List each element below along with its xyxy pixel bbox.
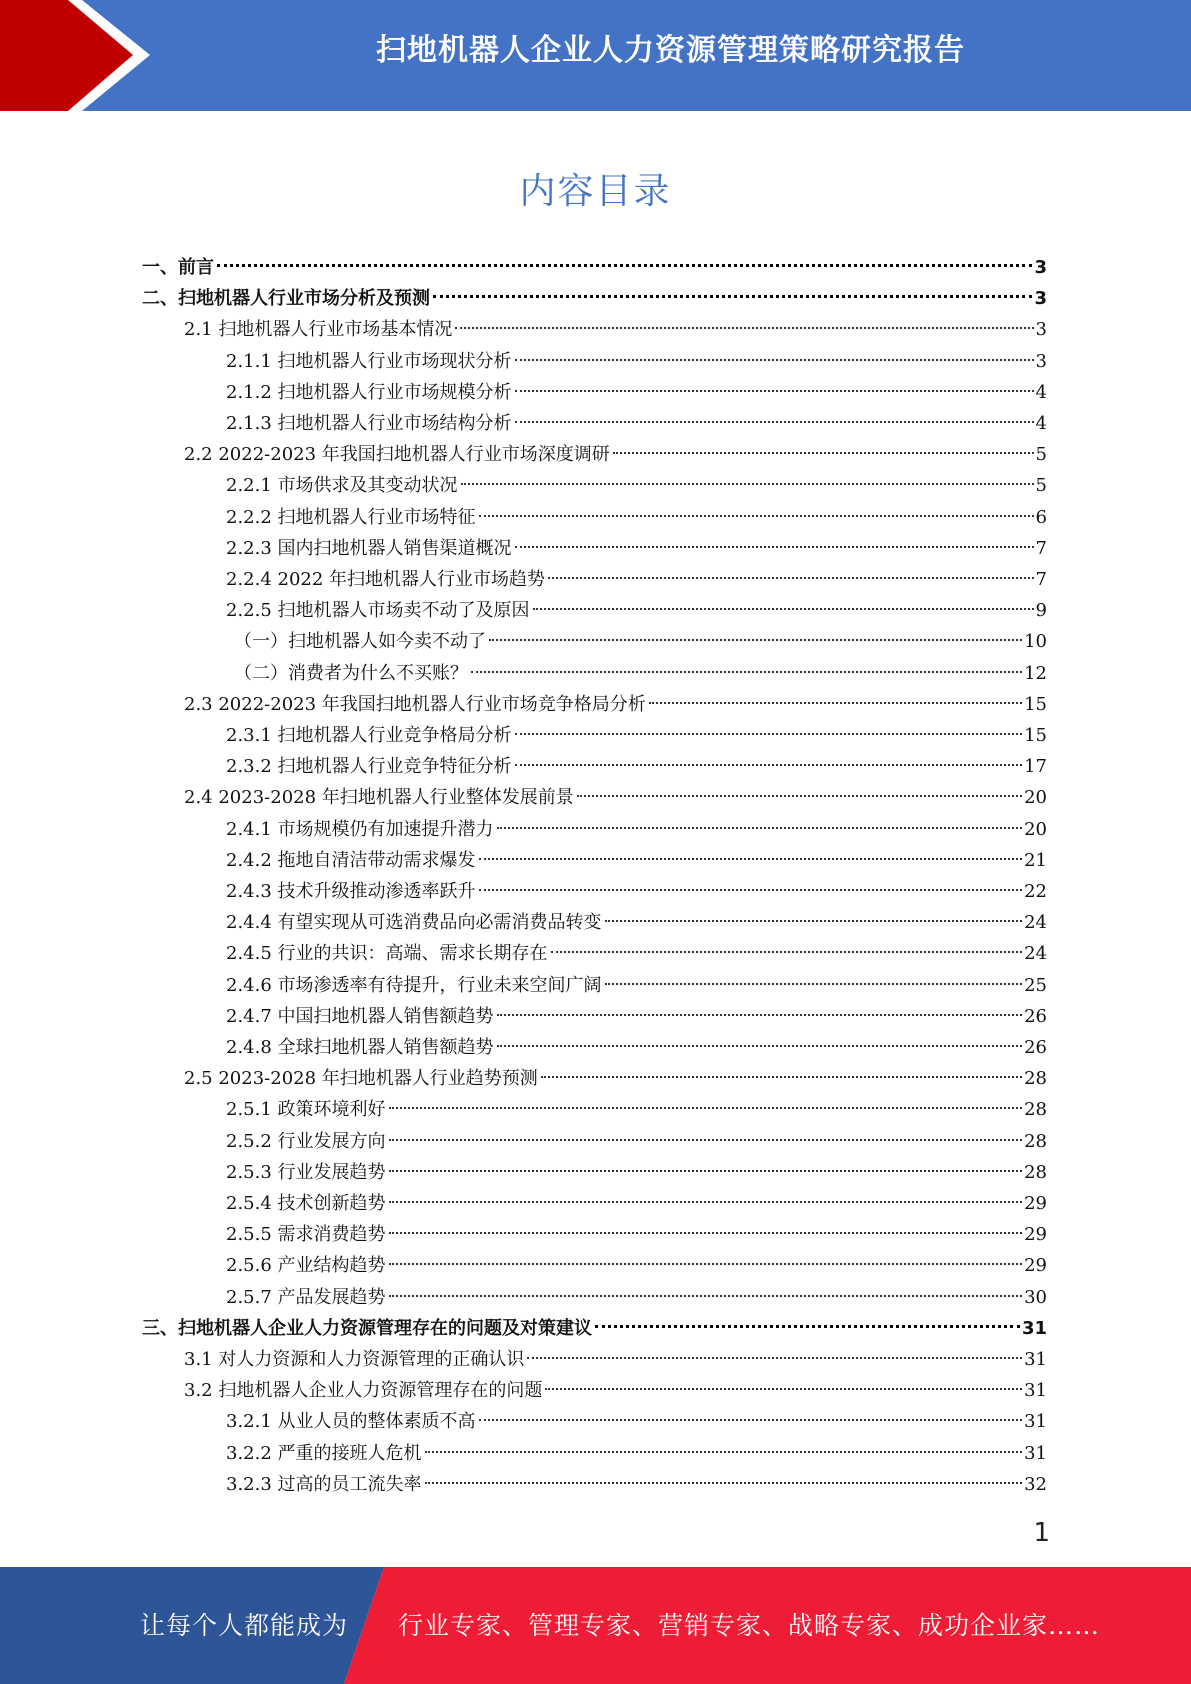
toc-entry-label: 2.5 2023-2028 年扫地机器人行业趋势预测 — [184, 1068, 538, 1090]
toc-entry-page: 9 — [1035, 600, 1047, 622]
toc-entry-label: （一）扫地机器人如今卖不动了 — [234, 631, 486, 653]
toc-dot-leader — [479, 515, 1034, 517]
toc-entry-page: 17 — [1024, 756, 1047, 778]
toc-dot-leader — [389, 1107, 1023, 1109]
header-banner — [0, 0, 1191, 111]
toc-dot-leader — [389, 1295, 1023, 1297]
toc-entry-label: 2.4.2 拖地自清洁带动需求爆发 — [226, 849, 476, 871]
toc-entry[interactable] — [226, 1250, 1047, 1281]
footer-slogan-left: 让每个人都能成为 — [140, 1611, 349, 1640]
toc-dot-leader — [515, 546, 1034, 548]
report-title: 扫地机器人企业人力资源管理策略研究报告 — [376, 33, 965, 68]
toc-entry-page: 26 — [1024, 1037, 1047, 1058]
toc-entry-label: 2.2.2 扫地机器人行业市场特征 — [226, 506, 476, 528]
toc-entry-page: 5 — [1035, 444, 1047, 466]
toc-entry[interactable] — [226, 1219, 1047, 1250]
toc-entry[interactable] — [142, 252, 1047, 283]
toc-dot-leader — [389, 1232, 1023, 1234]
toc-entry[interactable] — [226, 1032, 1047, 1063]
toc-entry-label: 3.2.1 从业人员的整体素质不高 — [226, 1411, 476, 1433]
toc-entry-label: 2.5.3 行业发展趋势 — [226, 1161, 386, 1183]
toc-entry-label: 二、扫地机器人行业市场分析及预测 — [142, 288, 430, 310]
toc-entry-label: 2.1.3 扫地机器人行业市场结构分析 — [226, 413, 512, 434]
toc-entry-label: 2.2.5 扫地机器人市场卖不动了及原因 — [226, 600, 530, 622]
toc-dot-leader — [545, 1388, 1022, 1390]
toc-entry-label: 2.5.7 产品发展趋势 — [226, 1286, 386, 1308]
toc-entry-page: 3 — [1034, 257, 1047, 278]
toc-entry-label: 2.1.2 扫地机器人行业市场规模分析 — [226, 381, 512, 403]
toc-dot-leader — [577, 795, 1022, 797]
toc-entry[interactable] — [226, 1188, 1047, 1219]
toc-entry-label: 2.2.4 2022 年扫地机器人行业市场趋势 — [226, 569, 546, 590]
toc-entry-page: 25 — [1024, 974, 1047, 996]
toc-entry-page: 32 — [1024, 1473, 1047, 1495]
toc-dot-leader — [497, 1045, 1023, 1047]
toc-dot-leader — [613, 452, 1034, 454]
toc-entry-label: 3.2.3 过高的员工流失率 — [226, 1473, 422, 1495]
toc-entry-page: 3 — [1034, 288, 1047, 310]
toc-entry[interactable] — [226, 1438, 1047, 1469]
toc-entry-label: 2.4.4 有望实现从可选消费品向必需消费品转变 — [226, 912, 602, 934]
toc-entry-label: 2.1.1 扫地机器人行业市场现状分析 — [226, 350, 512, 372]
toc-entry-page: 7 — [1035, 569, 1047, 590]
toc-entry-page: 3 — [1035, 319, 1047, 341]
toc-dot-leader — [455, 327, 1033, 329]
toc-entry-page: 5 — [1035, 475, 1047, 497]
toc-entry[interactable] — [226, 1157, 1047, 1188]
toc-entry-label: 3.1 对人力资源和人力资源管理的正确认识 — [184, 1349, 525, 1370]
toc-entry[interactable] — [184, 782, 1047, 813]
toc-entry-label: 2.5.2 行业发展方向 — [226, 1130, 386, 1152]
toc-entry[interactable] — [184, 1375, 1047, 1406]
toc-dot-leader — [389, 1201, 1023, 1203]
toc-entry-page: 28 — [1024, 1099, 1047, 1121]
toc-entry[interactable] — [234, 626, 1047, 657]
toc-dot-leader — [479, 1419, 1023, 1421]
toc-entry-label: 2.3 2022-2023 年我国扫地机器人行业市场竞争格局分析 — [184, 693, 646, 715]
toc-entry-label: 2.1 扫地机器人行业市场基本情况 — [184, 319, 453, 341]
toc-dot-leader — [389, 1139, 1023, 1141]
toc-entry[interactable] — [226, 1094, 1047, 1125]
toc-entry[interactable] — [226, 876, 1047, 907]
toc-entry-page: 22 — [1024, 881, 1047, 902]
toc-dot-leader — [605, 920, 1023, 922]
toc-heading: 内容目录 — [519, 171, 672, 212]
toc-dot-leader — [425, 1482, 1023, 1484]
footer-banner — [0, 1567, 1191, 1684]
toc-entry-page: 31 — [1021, 1317, 1047, 1339]
toc-dot-leader — [515, 359, 1034, 361]
toc-entry-label: 2.2 2022-2023 年我国扫地机器人行业市场深度调研 — [184, 444, 610, 466]
toc-entry[interactable] — [226, 720, 1047, 751]
toc-dot-leader — [389, 1170, 1023, 1172]
footer-slogan-right: 行业专家、管理专家、营销专家、战略专家、成功企业家…… — [398, 1611, 1101, 1640]
toc-entry-label: 2.4.5 行业的共识：高端、需求长期存在 — [226, 943, 548, 965]
toc-entry-label: 2.3.1 扫地机器人行业竞争格局分析 — [226, 725, 512, 746]
toc-entry-page: 4 — [1035, 413, 1047, 434]
page-number: 1 — [1033, 1518, 1050, 1548]
toc-entry-label: 一、前言 — [142, 257, 214, 278]
toc-dot-leader — [548, 577, 1033, 579]
toc-entry[interactable] — [226, 564, 1047, 595]
toc-dot-leader — [515, 390, 1034, 392]
toc-dot-leader — [515, 733, 1023, 735]
toc-dot-leader — [425, 1451, 1023, 1453]
toc-entry[interactable] — [184, 439, 1047, 470]
toc-dot-leader — [541, 1076, 1022, 1078]
toc-entry[interactable] — [184, 689, 1047, 720]
toc-entry-page: 24 — [1024, 912, 1047, 934]
toc-entry[interactable] — [226, 1282, 1047, 1313]
toc-entry-page: 20 — [1024, 787, 1047, 809]
toc-dot-leader — [551, 951, 1023, 953]
toc-dot-leader — [595, 1325, 1020, 1328]
toc-entry-page: 28 — [1024, 1130, 1047, 1152]
toc-entry-page: 29 — [1024, 1193, 1047, 1214]
toc-entry-page: 31 — [1024, 1349, 1047, 1370]
toc-entry-page: 15 — [1024, 725, 1047, 746]
toc-entry[interactable] — [184, 314, 1047, 345]
toc-entry[interactable] — [142, 1313, 1047, 1344]
toc-dot-leader — [605, 983, 1023, 985]
toc-dot-leader — [649, 702, 1022, 704]
toc-entry-label: （二）消费者为什么不买账？ — [234, 662, 468, 684]
toc-entry[interactable] — [226, 470, 1047, 501]
toc-entry[interactable] — [226, 845, 1047, 876]
toc-dot-leader — [471, 671, 1022, 673]
toc-entry-label: 2.4.3 技术升级推动渗透率跃升 — [226, 881, 476, 902]
toc-entry-label: 2.3.2 扫地机器人行业竞争特征分析 — [226, 756, 512, 778]
toc-dot-leader — [389, 1263, 1023, 1265]
toc-entry-label: 2.2.3 国内扫地机器人销售渠道概况 — [226, 537, 512, 559]
toc-entry-label: 2.5.6 产业结构趋势 — [226, 1255, 386, 1277]
toc-entry-page: 31 — [1024, 1380, 1047, 1402]
toc-entry[interactable] — [226, 970, 1047, 1001]
toc-entry-page: 29 — [1024, 1255, 1047, 1277]
toc-entry[interactable] — [184, 1063, 1047, 1094]
toc-entry[interactable] — [226, 814, 1047, 845]
toc-entry-page: 21 — [1024, 849, 1047, 871]
toc-entry-page: 20 — [1024, 818, 1047, 840]
toc-entry-page: 28 — [1024, 1161, 1047, 1183]
toc-entry-page: 3 — [1035, 350, 1047, 372]
toc-entry[interactable] — [226, 1406, 1047, 1437]
toc-entry[interactable] — [234, 658, 1047, 689]
toc-entry-page: 30 — [1024, 1286, 1047, 1308]
toc-entry[interactable] — [226, 533, 1047, 564]
toc-entry-label: 3.2.2 严重的接班人危机 — [226, 1442, 422, 1464]
toc-dot-leader — [497, 827, 1023, 829]
toc-dot-leader — [527, 1357, 1022, 1359]
toc-entry-page: 24 — [1024, 943, 1047, 965]
toc-entry[interactable] — [226, 377, 1047, 408]
toc-entry[interactable] — [226, 1469, 1047, 1500]
toc-entry-label: 2.4 2023-2028 年扫地机器人行业整体发展前景 — [184, 787, 574, 809]
toc-entry-page: 10 — [1024, 631, 1047, 653]
toc-entry-label: 2.5.1 政策环境利好 — [226, 1099, 386, 1121]
toc-entry-page: 29 — [1024, 1224, 1047, 1246]
toc-entry[interactable] — [226, 502, 1047, 533]
toc-entry-page: 31 — [1024, 1442, 1047, 1464]
toc-entry-label: 2.5.4 技术创新趋势 — [226, 1193, 386, 1214]
toc-entry-label: 2.4.6 市场渗透率有待提升，行业未来空间广阔 — [226, 974, 602, 996]
toc-dot-leader — [489, 639, 1022, 641]
toc-dot-leader — [479, 858, 1023, 860]
toc-dot-leader — [497, 1014, 1023, 1016]
toc-dot-leader — [217, 264, 1032, 267]
toc-dot-leader — [515, 764, 1023, 766]
toc-entry[interactable] — [184, 1344, 1047, 1375]
toc-dot-leader — [479, 889, 1023, 891]
toc-entry[interactable] — [226, 408, 1047, 439]
toc-entry-page: 31 — [1024, 1411, 1047, 1433]
toc-entry[interactable] — [226, 595, 1047, 626]
toc-entry[interactable] — [142, 283, 1047, 314]
toc-entry[interactable] — [226, 938, 1047, 969]
toc-entry-label: 2.2.1 市场供求及其变动状况 — [226, 475, 458, 497]
toc-entry-page: 7 — [1035, 537, 1047, 559]
toc-entry-label: 2.4.8 全球扫地机器人销售额趋势 — [226, 1037, 494, 1058]
toc-entry[interactable] — [226, 1126, 1047, 1157]
toc-dot-leader — [433, 295, 1032, 298]
toc-entry[interactable] — [226, 1001, 1047, 1032]
toc-entry-page: 28 — [1024, 1068, 1047, 1090]
toc-entry-page: 4 — [1035, 381, 1047, 403]
toc-dot-leader — [461, 483, 1034, 485]
toc-entry-page: 6 — [1035, 506, 1047, 528]
toc-entry-page: 12 — [1024, 662, 1047, 684]
toc-entry-label: 2.4.1 市场规模仍有加速提升潜力 — [226, 818, 494, 840]
toc-entry-page: 26 — [1024, 1005, 1047, 1027]
toc-entry[interactable] — [226, 907, 1047, 938]
toc-entry[interactable] — [226, 751, 1047, 782]
toc-entry[interactable] — [226, 346, 1047, 377]
toc-entry-label: 3.2 扫地机器人企业人力资源管理存在的问题 — [184, 1380, 543, 1402]
toc-entry-label: 2.4.7 中国扫地机器人销售额趋势 — [226, 1005, 494, 1027]
toc-entry-label: 2.5.5 需求消费趋势 — [226, 1224, 386, 1246]
toc-entry-label: 三、扫地机器人企业人力资源管理存在的问题及对策建议 — [142, 1317, 592, 1339]
toc-entry-page: 15 — [1024, 693, 1047, 715]
toc-dot-leader — [515, 421, 1034, 423]
toc-dot-leader — [533, 608, 1034, 610]
